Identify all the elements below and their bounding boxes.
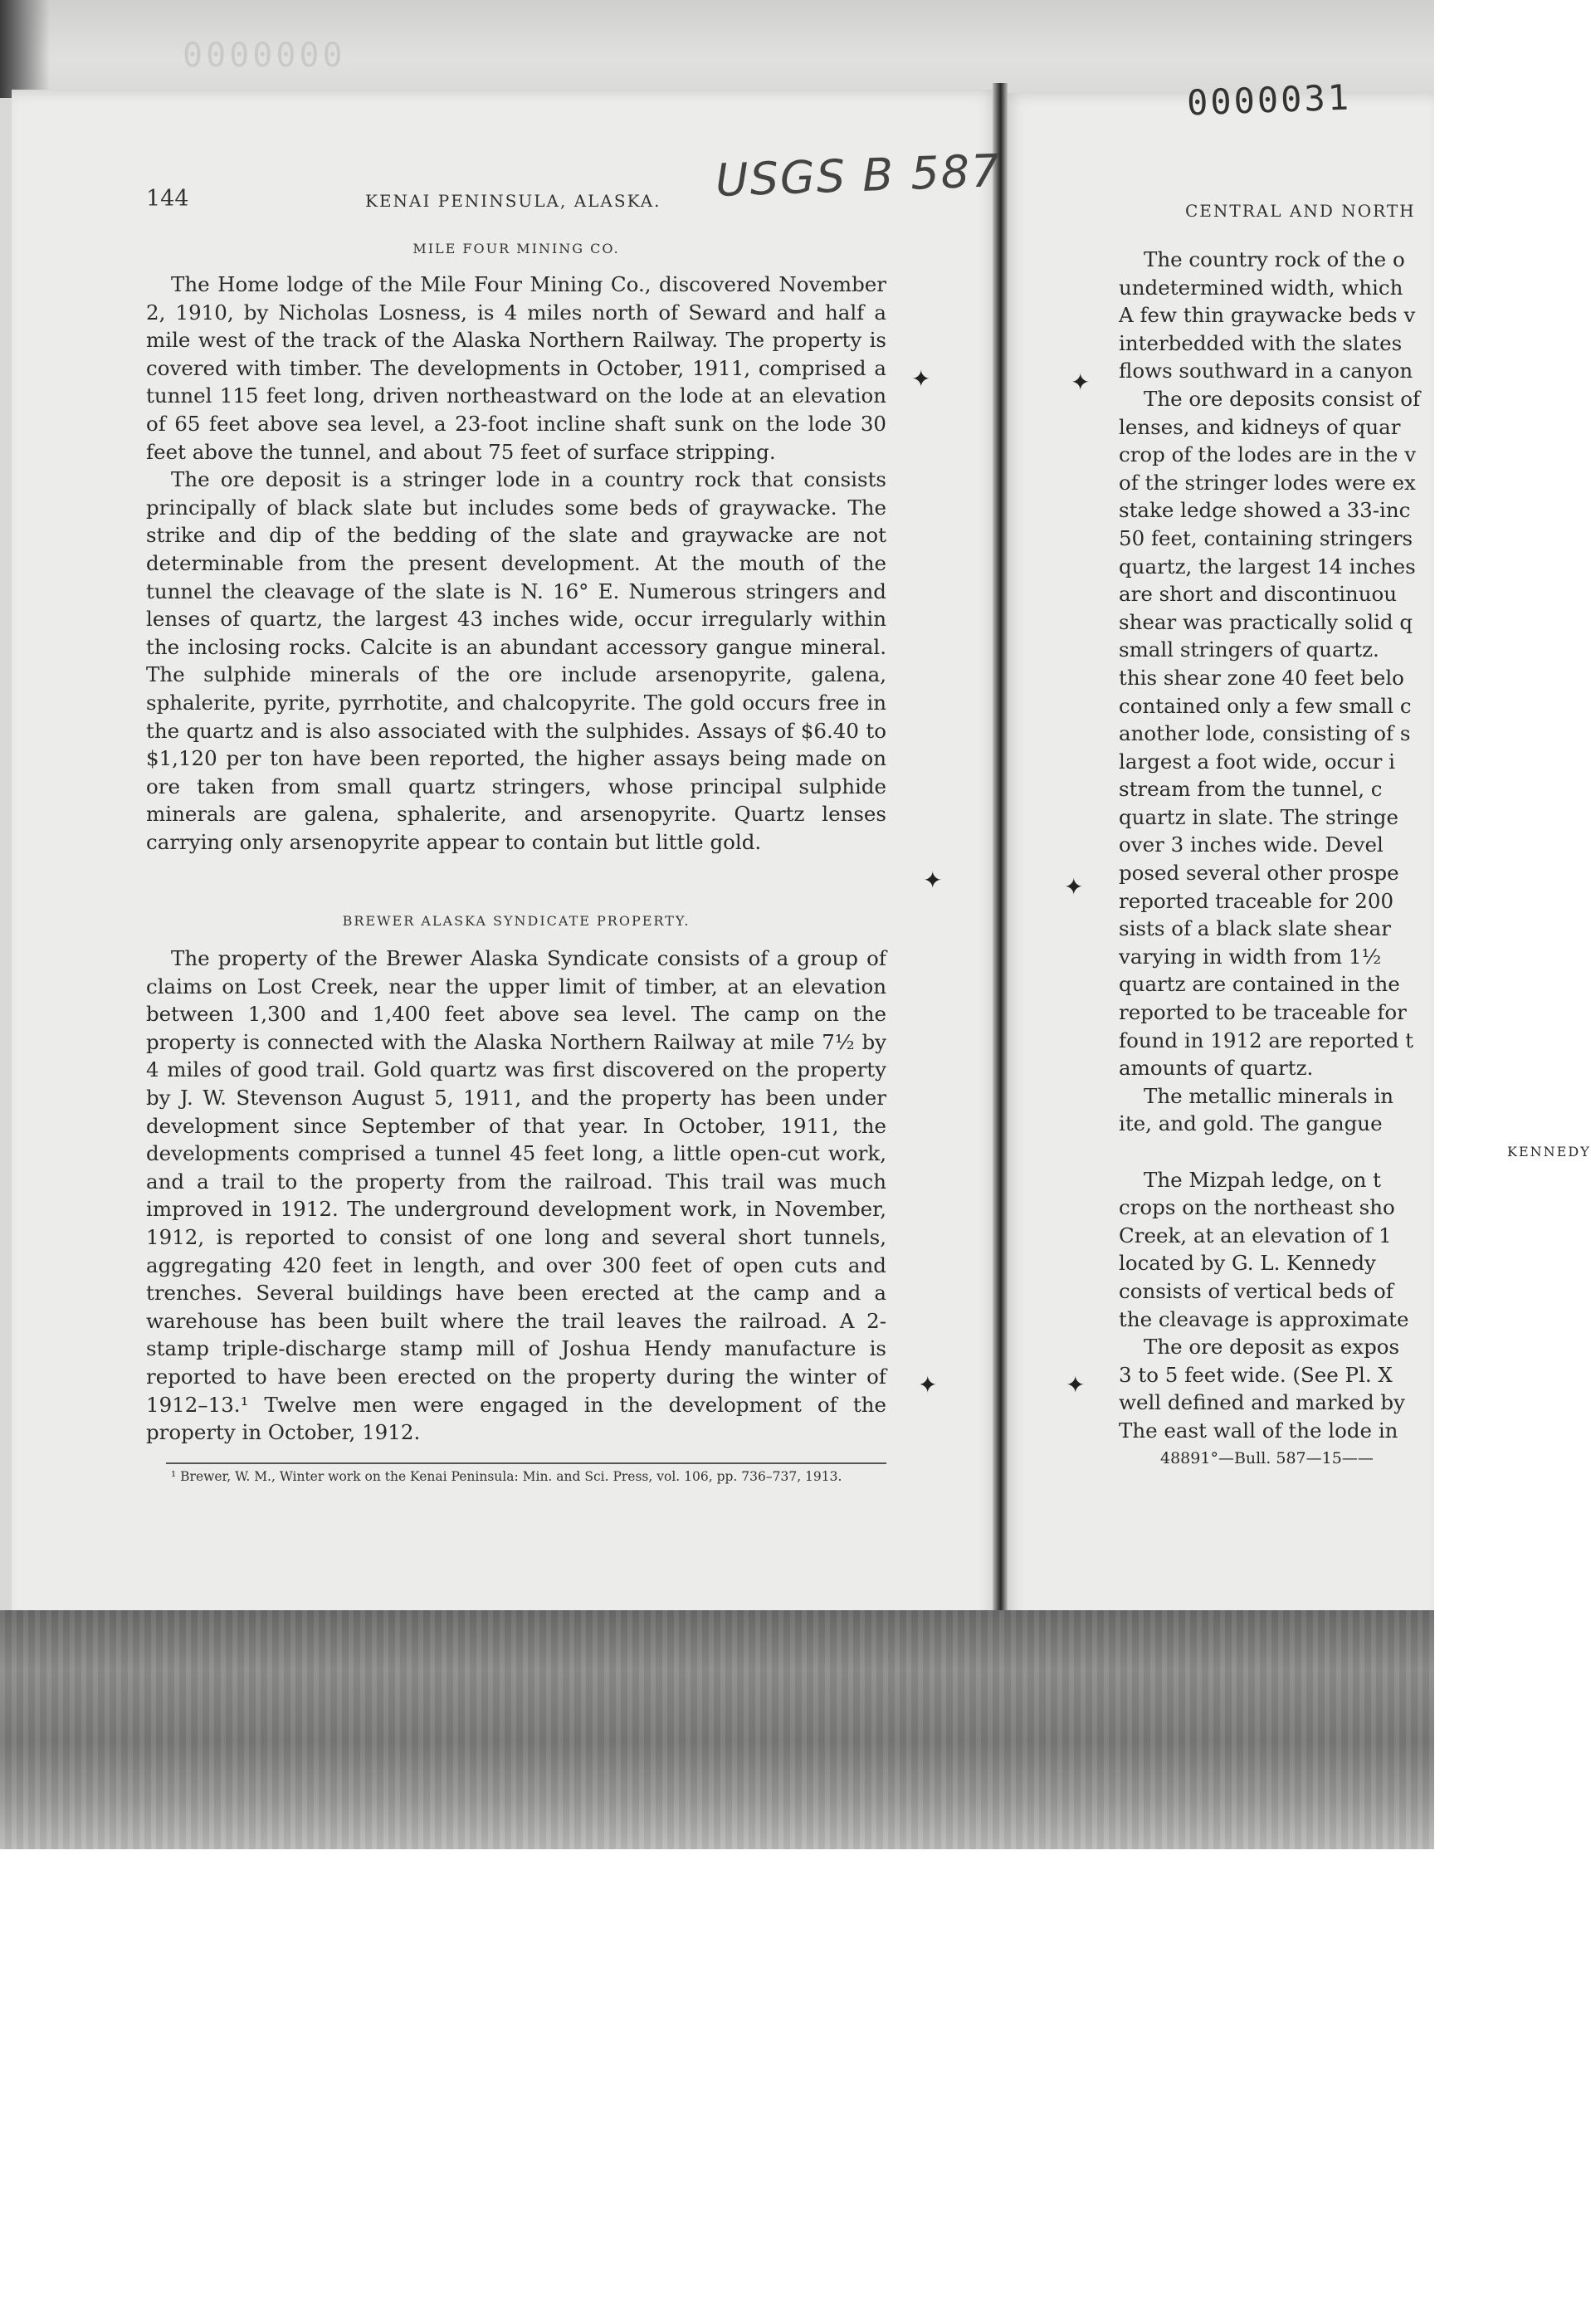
- right-page-line: The east wall of the lode in: [1119, 1418, 1398, 1443]
- right-page-line: The Mizpah ledge, on t: [1144, 1167, 1382, 1192]
- right-page-line: consists of vertical beds of: [1119, 1278, 1393, 1303]
- right-page-line: crops on the northeast sho: [1119, 1195, 1395, 1220]
- right-page-line: stream from the tunnel, c: [1119, 777, 1383, 802]
- right-page-line: The country rock of the o: [1144, 247, 1405, 271]
- right-page-line: undetermined width, which: [1119, 275, 1403, 300]
- right-page-line: amounts of quartz.: [1119, 1056, 1314, 1081]
- paragraph: The ore deposit is a stringer lode in a country rock that consists principally of black slate but includes some beds of graywacke. The strike and dip of the bedding of the slate and graywacke are not determinable from the present development. At the mouth of the tunnel the cleavage of the slate is N. 16° E. Numerous stringers and lenses of quartz, the largest 43 inches wide, occur irregularly within the inclosing rocks. Calcite is an abundant accessory gangue mineral. The sulphide minerals of the ore include arsenopyrite, galena, sphalerite, pyrite, pyrrhotite, and chalcopyrite. The gold occurs free in the quartz and is also associated with the sulphides. Assays of $6.40 to $1,120 per ton have been reported, the higher assays being made on ore taken from small quartz stringers, whose principal sulphide minerals are galena, sphalerite, and arsenopyrite. Quartz lenses carrying only arsenopyrite appear to contain but little gold.: [146, 467, 886, 854]
- right-page-line: quartz in slate. The stringe: [1119, 804, 1398, 829]
- right-page-line: reported to be traceable for: [1119, 1000, 1407, 1025]
- right-page-line: over 3 inches wide. Devel: [1119, 832, 1384, 857]
- right-page-line: quartz are contained in the: [1119, 972, 1400, 997]
- handwritten-annotation: USGS B 587: [715, 144, 1003, 207]
- right-page-line: largest a foot wide, occur i: [1119, 749, 1396, 774]
- right-page-line: stake ledge showed a 33-inc: [1119, 498, 1411, 523]
- binding-hole-mark: ✦: [1064, 873, 1084, 901]
- binding-hole-mark: ✦: [1066, 1371, 1086, 1399]
- book-gutter: [993, 83, 1008, 1635]
- right-page-line: lenses, and kidneys of quar: [1119, 414, 1401, 439]
- page-number: 144: [146, 186, 189, 212]
- right-page-line: 50 feet, containing stringers: [1119, 525, 1413, 550]
- right-page-line: 48891°—Bull. 587—15——: [1160, 1448, 1374, 1467]
- right-page-line: 3 to 5 feet wide. (See Pl. X: [1119, 1362, 1393, 1387]
- right-page-line: the cleavage is approximate: [1119, 1306, 1409, 1331]
- paragraph: The property of the Brewer Alaska Syndicate consists of a group of claims on Lost Creek, near the upper limit of timber, at an elevation between 1,300 and 1,400 feet above sea level. The camp on the property is connected with the Alaska Northern Railway at mile 7½ by 4 miles of good trail. Gold quartz was first discovered on the property by J. W. Stevenson August 5, 1911, and the property has been under development since September of that year. In October, 1911, the developments comprised a tunnel 45 feet long, a little open-cut work, and a trail to the property from the railroad. This trail was much improved in 1912. The underground development work, in November, 1912, is reported to consist of one long and several short tunnels, aggregating 420 feet in length, and over 300 feet of open cuts and trenches. Several buildings have been erected at the camp and a warehouse has been built where the trail leaves the railroad. A 2-stamp triple-discharge stamp mill of Joshua Hendy manufacture is reported to have been erected on the property during the winter of 1912–13.¹ Twelve men were engaged in the development of the property in October, 1912.: [146, 946, 886, 1445]
- right-page-line: The ore deposits consist of: [1144, 386, 1421, 411]
- right-page-line: found in 1912 are reported t: [1119, 1028, 1414, 1052]
- right-page-line: located by G. L. Kennedy: [1119, 1251, 1376, 1276]
- running-head: KENAI PENINSULA, ALASKA.: [365, 191, 661, 211]
- footnote: ¹ Brewer, W. M., Winter work on the Kenai Peninsula: Min. and Sci. Press, vol. 106, pp. 736–737, 1913.: [171, 1469, 842, 1484]
- right-page-line: of the stringer lodes were ex: [1119, 470, 1416, 495]
- section-body-brewer: [146, 945, 886, 1447]
- right-page-line: The metallic minerals in: [1144, 1083, 1394, 1108]
- right-page-line: varying in width from 1½: [1119, 944, 1382, 969]
- right-page-line: A few thin graywacke beds v: [1119, 303, 1416, 328]
- binding-hole-mark: ✦: [911, 365, 931, 393]
- right-page-line: another lode, consisting of s: [1119, 721, 1411, 746]
- footnote-rule: [166, 1462, 886, 1464]
- paragraph: The Home lodge of the Mile Four Mining Co., discovered November 2, 1910, by Nicholas Losness, is 4 miles north of Seward and half a mile west of the track of the Alaska Northern Railway. The property is covered with timber. The developments in October, 1911, comprised a tunnel 115 feet long, driven northeastward on the lode at an elevation of 65 feet above sea level, a 23-foot incline shaft sunk on the lode 30 feet above the tunnel, and about 75 feet of surface stripping.: [146, 272, 886, 464]
- right-page-line: interbedded with the slates: [1119, 330, 1403, 355]
- right-page-line: shear was practically solid q: [1119, 609, 1413, 634]
- section-body-mile-four: [146, 271, 886, 856]
- right-page-line: flows southward in a canyon: [1119, 359, 1413, 383]
- section-title-brewer: BREWER ALASKA SYNDICATE PROPERTY.: [342, 913, 691, 929]
- right-page-line: reported traceable for 200: [1119, 888, 1394, 913]
- right-page-line: are short and discontinuou: [1119, 582, 1398, 607]
- binding-hole-mark: ✦: [1071, 369, 1091, 396]
- right-page-line: contained only a few small c: [1119, 693, 1412, 718]
- right-page-line: small stringers of quartz.: [1119, 637, 1379, 662]
- section-title-mile-four: MILE FOUR MINING CO.: [412, 241, 620, 256]
- right-page-line: sists of a black slate shear: [1119, 916, 1391, 941]
- ghost-stamp-number: 0000000: [183, 37, 346, 75]
- right-running-head: CENTRAL AND NORTH: [1185, 201, 1416, 221]
- right-page-line: crop of the lodes are in the v: [1119, 442, 1417, 467]
- stamp-number: 0000031: [1186, 76, 1352, 124]
- right-page-line: posed several other prospe: [1119, 861, 1399, 886]
- right-page-line: The ore deposit as expos: [1144, 1335, 1400, 1360]
- binding-hole-mark: ✦: [923, 867, 943, 894]
- right-page-text: [1119, 246, 1591, 1472]
- binding-hole-mark: ✦: [918, 1371, 938, 1399]
- right-page-line: Creek, at an elevation of 1: [1119, 1223, 1392, 1247]
- left-edge-shadow: [0, 0, 50, 98]
- section-title-kennedy: KENNEDY: [1507, 1144, 1591, 1160]
- right-page-line: this shear zone 40 feet belo: [1119, 665, 1404, 690]
- bottom-scan-shadow: [0, 1610, 1434, 1849]
- right-page-line: quartz, the largest 14 inches: [1119, 554, 1416, 579]
- right-page-line: ite, and gold. The gangue: [1119, 1111, 1383, 1136]
- right-page-line: well defined and marked by: [1119, 1390, 1405, 1415]
